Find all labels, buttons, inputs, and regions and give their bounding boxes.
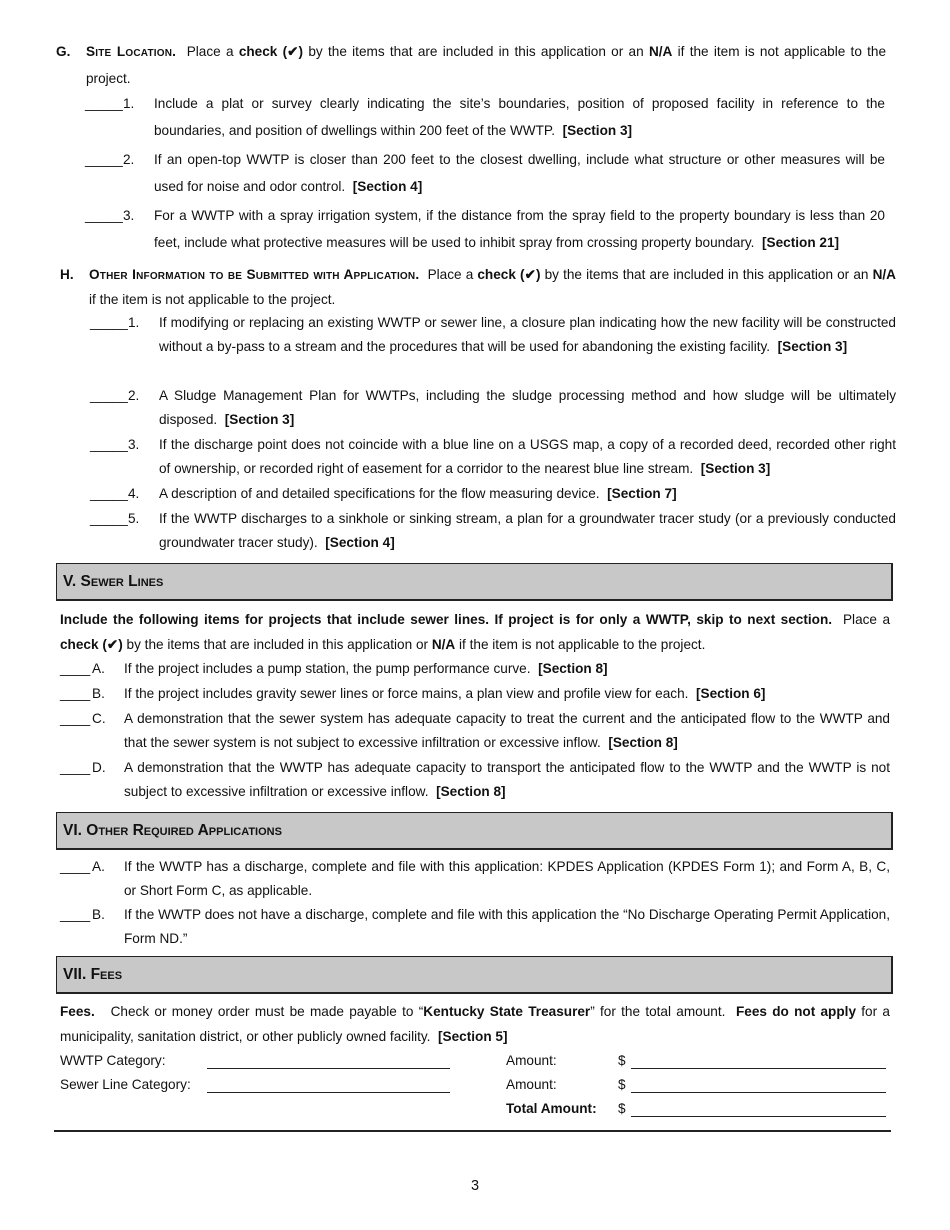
- item-text: If the discharge point does not coincide with a blue line on a USGS map, a copy of a recorded deed, recorded other right of ownership, or recorded right of easement for a corridor to the nearest blue line stream.: [159, 437, 896, 476]
- checkbox-blank[interactable]: _____: [90, 486, 128, 501]
- item-number: 4.: [128, 486, 140, 501]
- item-number: A.: [92, 859, 105, 874]
- section-g-intro-mid: by the items that are included in this application or an: [308, 44, 644, 59]
- sewer-line-category-label: Sewer Line Category:: [60, 1077, 191, 1092]
- section-v-item-c: [60, 707, 890, 755]
- section-v-intro-mid: by the items that are included in this application or: [126, 637, 429, 652]
- page-number: 3: [470, 1178, 480, 1194]
- checkbox-blank[interactable]: ____: [60, 859, 91, 874]
- item-number: C.: [92, 711, 106, 726]
- item-number: 3.: [128, 437, 140, 452]
- section-h-intro-mid: by the items that are included in this application or an: [544, 267, 869, 282]
- section-g-letter: G.: [56, 44, 71, 59]
- item-number: 2.: [123, 152, 135, 167]
- section-ref: [Section 3]: [777, 339, 848, 354]
- section-g-check: check (✔): [238, 44, 304, 59]
- wwtp-category-label: WWTP Category:: [60, 1053, 166, 1068]
- section-h-intro-post: if the item is not applicable to the project.: [89, 292, 336, 307]
- fees-text-3: for a municipality, sanitation district, or other publicly owned facility.: [60, 1004, 890, 1044]
- section-g-intro-post: if the item is not applicable to the project.: [86, 44, 887, 86]
- section-ref: [Section 21]: [762, 235, 840, 250]
- checkbox-blank[interactable]: ____: [60, 760, 91, 775]
- fee-row-wwtp: [0, 1050, 950, 1072]
- total-amount-label: Total Amount:: [506, 1101, 597, 1116]
- section-ref: [Section 3]: [562, 123, 633, 138]
- item-text: A Sludge Management Plan for WWTPs, including the sludge processing method and how sludge will be ultimately disposed.: [159, 388, 896, 427]
- section-ref: [Section 3]: [700, 461, 771, 476]
- item-number: B.: [92, 907, 105, 922]
- item-number: 5.: [128, 511, 140, 526]
- section-g-na: N/A: [648, 44, 673, 59]
- section-h-intro-pre: Place a: [427, 267, 474, 282]
- section-g-item-3: [85, 202, 885, 256]
- total-amount-field[interactable]: [631, 1100, 886, 1117]
- section-ref: [Section 7]: [607, 486, 677, 501]
- item-text: A demonstration that the WWTP has adequate capacity to transport the anticipated flow to the WWTP and the WWTP is not subject to excessive infiltration or excessive inflow.: [124, 760, 890, 799]
- fees-label: Fees.: [60, 1004, 95, 1019]
- section-h-item-5: [90, 507, 896, 555]
- section-ref: [Section 6]: [695, 686, 766, 701]
- section-g-intro-pre: Place a: [186, 44, 234, 59]
- section-v-na: N/A: [431, 637, 456, 652]
- section-h-item-1: [90, 311, 896, 359]
- item-text: If the project includes gravity sewer lines or force mains, a plan view and profile view for each.: [124, 686, 689, 701]
- section-vi-item-b: [60, 903, 890, 951]
- section-h-na: N/A: [872, 267, 896, 282]
- section-h-letter: H.: [60, 267, 74, 282]
- item-text: If the WWTP has a discharge, complete and file with this application: KPDES Application (KPDES Form 1); and Form A, B, C, or Short Form C, as applicable.: [124, 859, 890, 898]
- fees-paragraph: [60, 999, 890, 1049]
- section-g-title: Site Location.: [86, 44, 177, 59]
- item-number: D.: [92, 760, 106, 775]
- checkbox-blank[interactable]: ____: [60, 907, 91, 922]
- currency-symbol: $: [618, 1101, 626, 1116]
- fees-text-2: ” for the total amount.: [590, 1004, 726, 1019]
- item-text: A description of and detailed specifications for the flow measuring device.: [159, 486, 600, 501]
- item-number: 1.: [128, 315, 140, 330]
- item-number: 1.: [123, 96, 135, 111]
- section-v-item-d: [60, 756, 890, 804]
- item-text: A demonstration that the sewer system has adequate capacity to treat the current and the anticipated flow to the WWTP and that the sewer system is not subject to excessive infiltration or excessive inflow.: [124, 711, 890, 750]
- section-g-item-2: [85, 146, 885, 200]
- item-text: Include a plat or survey clearly indicating the site’s boundaries, position of proposed facility in reference to the boundaries, and position of dwellings within 200 feet of the WWTP.: [154, 96, 885, 138]
- fee-row-sewer: [0, 1074, 950, 1096]
- fees-not-apply: Fees do not apply: [735, 1004, 856, 1019]
- section-v-check: check (✔): [60, 637, 123, 652]
- section-h-item-2: [90, 384, 896, 432]
- section-vi-item-a: [60, 855, 890, 903]
- fees-payee: Kentucky State Treasurer: [423, 1004, 591, 1019]
- section-ref: [Section 8]: [436, 784, 506, 799]
- currency-symbol: $: [618, 1053, 626, 1068]
- section-ref: [Section 4]: [352, 179, 423, 194]
- currency-symbol: $: [618, 1077, 626, 1092]
- checkbox-blank[interactable]: _____: [90, 437, 128, 452]
- fees-text-1: Check or money order must be made payable to “: [110, 1004, 424, 1019]
- item-text: If the WWTP does not have a discharge, complete and file with this application the “No Discharge Operating Permit Application, Form ND.”: [124, 907, 890, 946]
- section-ref: [Section 8]: [608, 735, 678, 750]
- section-h-check: check (✔): [477, 267, 541, 282]
- item-number: 3.: [123, 208, 135, 223]
- section-v-item-b: [60, 682, 890, 706]
- amount-label: Amount:: [506, 1077, 557, 1092]
- section-v-heading: V. Sewer Lines: [56, 563, 893, 601]
- bottom-rule: [54, 1130, 891, 1132]
- checkbox-blank[interactable]: ____: [60, 661, 91, 676]
- section-v-intro: [60, 607, 890, 657]
- sewer-amount-field[interactable]: [631, 1076, 886, 1093]
- item-number: A.: [92, 661, 105, 676]
- item-text: If the WWTP discharges to a sinkhole or sinking stream, a plan for a groundwater tracer study (or a previously conducted groundwater tracer study).: [159, 511, 896, 550]
- item-number: 2.: [128, 388, 140, 403]
- section-v-item-a: [60, 657, 890, 681]
- checkbox-blank[interactable]: _____: [85, 96, 123, 111]
- checkbox-blank[interactable]: ____: [60, 711, 91, 726]
- section-v-intro-post: if the item is not applicable to the project.: [459, 637, 706, 652]
- section-h-item-4: [90, 482, 896, 506]
- item-number: B.: [92, 686, 105, 701]
- section-vi-heading: VI. Other Required Applications: [56, 812, 893, 850]
- section-g-item-1: [85, 90, 885, 144]
- item-text: For a WWTP with a spray irrigation system, if the distance from the spray field to the property boundary is less than 20 feet, include what protective measures will be used to inhibit spray from crossing property boundary.: [154, 208, 885, 250]
- section-ref: [Section 8]: [538, 661, 608, 676]
- item-text: If modifying or replacing an existing WWTP or sewer line, a closure plan indicating how the new facility will be constructed without a by-pass to a stream and the procedures that will be used for abandoning the existing facility.: [159, 315, 896, 354]
- wwtp-amount-field[interactable]: [631, 1052, 886, 1069]
- item-text: If an open-top WWTP is closer than 200 feet to the closest dwelling, include what structure or other measures will be used for noise and odor control.: [154, 152, 885, 194]
- wwtp-category-field[interactable]: [207, 1052, 450, 1069]
- checkbox-blank[interactable]: _____: [90, 388, 128, 403]
- checkbox-blank[interactable]: _____: [85, 152, 123, 167]
- section-v-intro-pre: Place a: [842, 612, 891, 627]
- section-ref: [Section 5]: [438, 1029, 508, 1044]
- item-text: If the project includes a pump station, the pump performance curve.: [124, 661, 531, 676]
- fee-row-total: [0, 1098, 950, 1120]
- section-h-item-3: [90, 433, 896, 481]
- sewer-line-category-field[interactable]: [207, 1076, 450, 1093]
- checkbox-blank[interactable]: _____: [85, 208, 123, 223]
- section-g-header: [56, 38, 886, 92]
- section-ref: [Section 4]: [325, 535, 395, 550]
- section-h-title: Other Information to be Submitted with Application.: [89, 267, 420, 282]
- checkbox-blank[interactable]: _____: [90, 511, 128, 526]
- section-vii-heading: VII. Fees: [56, 956, 893, 994]
- section-v-intro-bold: Include the following items for projects that include sewer lines. If project is for only a WWTP, skip to next section.: [60, 612, 833, 627]
- section-h-header: [60, 262, 896, 312]
- checkbox-blank[interactable]: _____: [90, 315, 128, 330]
- section-ref: [Section 3]: [224, 412, 295, 427]
- checkbox-blank[interactable]: ____: [60, 686, 91, 701]
- amount-label: Amount:: [506, 1053, 557, 1068]
